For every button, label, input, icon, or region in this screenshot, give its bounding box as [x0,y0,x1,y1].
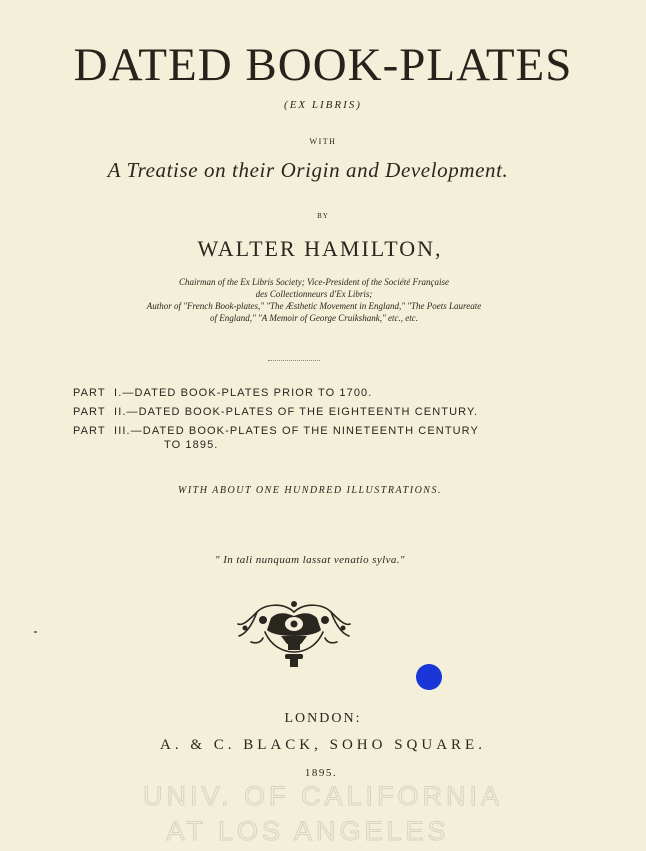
latin-motto: " In tali nunquam lassat venatio sylva." [215,554,405,566]
part-label: PART [73,406,106,418]
by-word: BY [317,212,329,220]
section-divider [268,360,320,361]
credentials-line: Chairman of the Ex Libris Society; Vice-President of the Société Française [179,277,449,287]
part-label: PART [73,425,106,437]
part-item [73,384,479,403]
credentials-line: des Collectionneurs d'Ex Libris; [255,289,373,299]
part-numeral: II. [114,406,127,418]
library-stamp-line: UNIV. OF CALIFORNIA [142,781,504,811]
part-item [73,422,479,441]
treatise-line: A Treatise on their Origin and Development. [107,158,509,182]
imprint-publisher: A. & C. BLACK, SOHO SQUARE. [160,737,486,753]
with-word: WITH [309,137,337,146]
part-continuation: TO 1895. [164,439,219,451]
illustrations-note: WITH ABOUT ONE HUNDRED ILLUSTRATIONS. [178,485,442,496]
part-text: —DATED BOOK-PLATES OF THE EIGHTEENTH CENTURY. [126,406,479,418]
author-credentials [0,276,628,324]
part-text: —DATED BOOK-PLATES PRIOR TO 1700. [122,387,373,399]
author-name: WALTER HAMILTON, [197,236,443,261]
library-stamp-line: AT LOS ANGELES [166,816,450,846]
book-subtitle: (EX LIBRIS) [284,99,362,111]
part-numeral: I. [114,387,123,399]
part-label: PART [73,387,106,399]
imprint-city: LONDON: [284,711,362,726]
credentials-line: Author of "French Book-plates," "The Æsthetic Movement in England," "The Poets Laureate [146,301,482,311]
printers-ornament-icon [235,598,353,670]
part-item [73,403,479,422]
blue-marker-dot [416,664,442,690]
part-text: —DATED BOOK-PLATES OF THE NINETEENTH CENTURY [130,425,479,437]
parts-list [73,384,479,455]
book-title: DATED BOOK-PLATES [73,39,573,91]
paper-speck [34,631,37,633]
imprint-year: 1895. [304,767,338,779]
part-numeral: III. [114,425,131,437]
credentials-line: of England," "A Memoir of George Cruikshank," etc., etc. [209,313,419,323]
